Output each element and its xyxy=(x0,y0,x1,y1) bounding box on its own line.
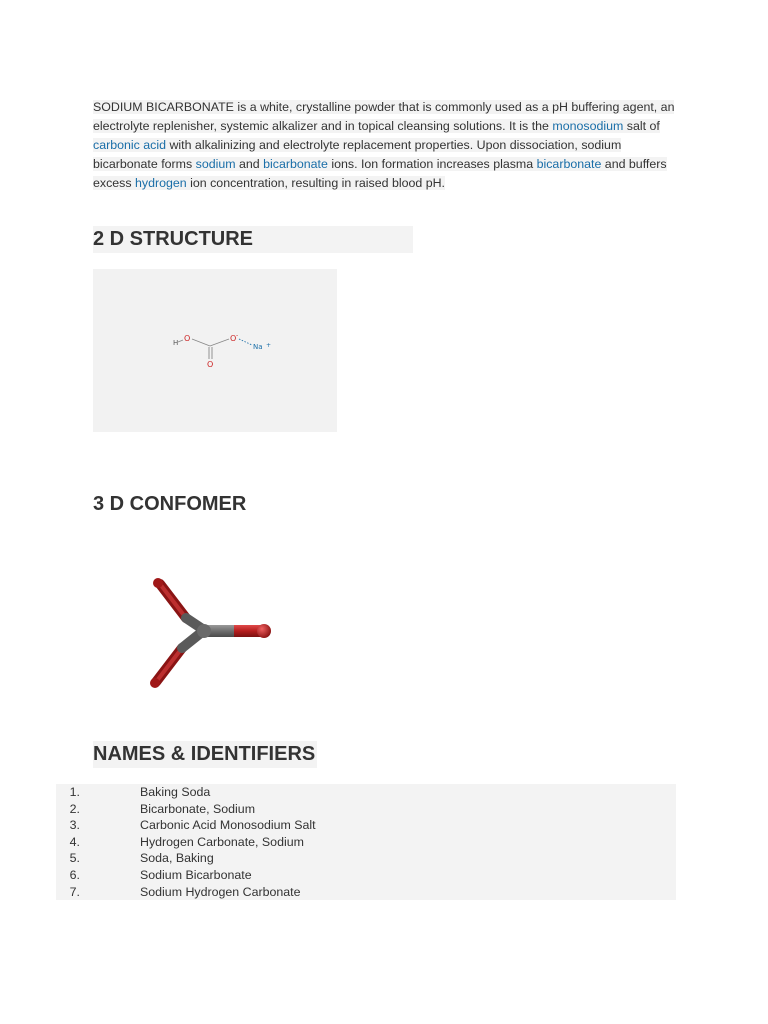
list-item xyxy=(56,867,676,884)
link-bicarbonate-plasma[interactable]: bicarbonate xyxy=(536,157,602,172)
list-item-number: 3. xyxy=(69,818,80,833)
link-carbonic-acid[interactable]: carbonic acid xyxy=(93,138,167,153)
atom-o-label: O xyxy=(207,360,214,369)
link-hydrogen[interactable]: hydrogen xyxy=(135,176,187,191)
list-item-number: 4. xyxy=(69,834,80,849)
list-item-number: 6. xyxy=(69,867,80,882)
link-sodium[interactable]: sodium xyxy=(195,157,236,172)
list-item xyxy=(56,784,676,801)
intro-text: and xyxy=(235,157,264,172)
list-item-text: Sodium Hydrogen Carbonate xyxy=(140,884,301,899)
heading-names-identifiers: NAMES & IDENTIFIERS xyxy=(93,741,317,768)
names-list xyxy=(56,784,676,900)
intro-paragraph xyxy=(93,98,678,193)
link-bicarbonate[interactable]: bicarbonate xyxy=(263,157,328,172)
list-item-number: 7. xyxy=(69,884,80,899)
list-item-number: 5. xyxy=(69,851,80,866)
intro-text: ions. Ion formation increases plasma xyxy=(327,157,537,172)
atom-o-label: O xyxy=(184,334,191,343)
atom-h-label: H xyxy=(173,339,179,347)
intro-text: salt of xyxy=(623,119,660,134)
atom-o-label: O xyxy=(230,334,237,343)
list-item xyxy=(56,801,676,818)
structure-2d-diagram xyxy=(93,269,337,432)
list-item-text: Baking Soda xyxy=(140,785,211,799)
list-item-text: Bicarbonate, Sodium xyxy=(140,801,256,816)
list-item-text: Soda, Baking xyxy=(140,851,214,866)
list-item-number: 2. xyxy=(69,801,80,816)
list-item xyxy=(56,817,676,834)
list-item-text: Sodium Bicarbonate xyxy=(140,867,252,882)
list-item-number: 1. xyxy=(69,785,80,799)
list-item-text: Carbonic Acid Monosodium Salt xyxy=(140,818,316,833)
conformer-3d-image xyxy=(138,570,278,695)
link-monosodium[interactable]: monosodium xyxy=(552,119,624,134)
heading-2d-structure: 2 D STRUCTURE xyxy=(93,226,413,253)
charge-minus-label: - xyxy=(236,332,239,339)
intro-text: SODIUM BICARBONATE is a white, crystalline powder that is commonly used as a pH buffering agent, an electrolyte replenisher, systemic alkalizer and in topical cleansing solutions. It is the xyxy=(93,100,675,134)
structure-2d-image xyxy=(93,269,337,432)
heading-3d-conformer: 3 D CONFOMER xyxy=(93,493,247,515)
intro-text: and buffers excess xyxy=(93,157,667,191)
list-item xyxy=(56,834,676,851)
atom-na-label: Na xyxy=(253,343,263,351)
list-item xyxy=(56,850,676,867)
list-item-text: Hydrogen Carbonate, Sodium xyxy=(140,834,304,849)
list-item xyxy=(56,884,676,901)
intro-text: with alkalinizing and electrolyte replacement properties. Upon dissociation, sodium bicarbonate forms xyxy=(93,138,622,172)
intro-text: ion concentration, resulting in raised blood pH. xyxy=(186,176,445,191)
charge-plus-label: + xyxy=(266,342,272,349)
conformer-3d-model xyxy=(138,570,278,695)
